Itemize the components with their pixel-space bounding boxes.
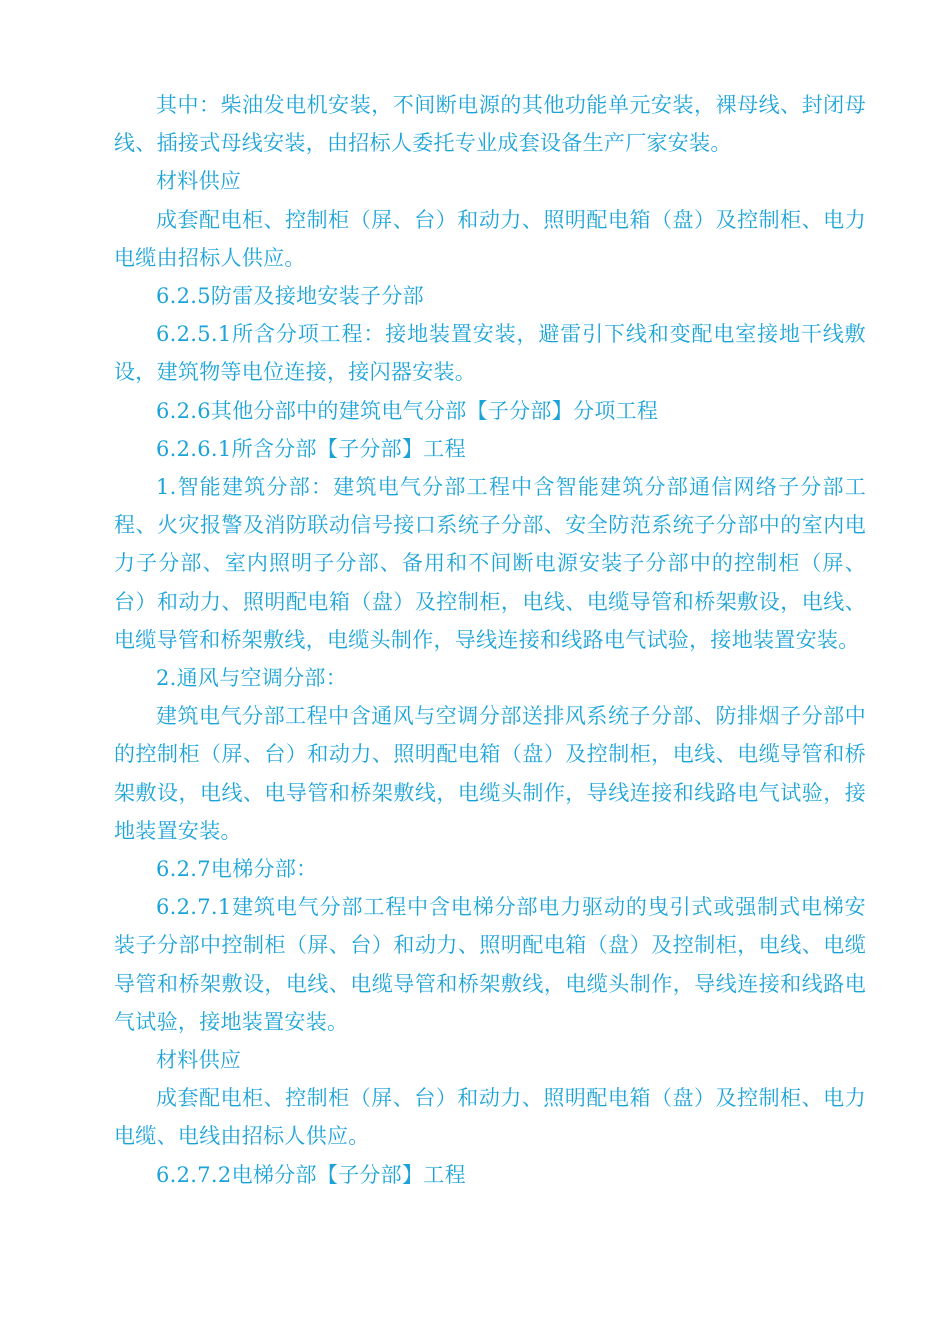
section-heading-6-2-7: 6.2.7电梯分部： (156, 857, 318, 882)
paragraph-6-2-5-1: 6.2.5.1所含分项工程：接地装置安装，避雷引下线和变配电室接地干线敷设，建筑物等电位连接，接闪器安装。 (114, 322, 866, 385)
document-body (114, 86, 866, 1194)
paragraph-material-supply-2: 成套配电柜、控制柜（屏、台）和动力、照明配电箱（盘）及控制柜、电力电缆、电线由招标人供应。 (114, 1086, 866, 1149)
paragraph-material-supply: 成套配电柜、控制柜（屏、台）和动力、照明配电箱（盘）及控制柜、电力电缆由招标人供应。 (114, 207, 866, 270)
section-heading-6-2-6-1: 6.2.6.1所含分部【子分部】工程 (156, 436, 466, 461)
section-heading-6-2-5: 6.2.5防雷及接地安装子分部 (156, 284, 424, 309)
paragraph-6-2-7-1: 6.2.7.1建筑电气分部工程中含电梯分部电力驱动的曳引式或强制式电梯安装子分部中控制柜（屏、台）和动力、照明配电箱（盘）及控制柜，电线、电缆导管和桥架敷设，电线、电缆导管和桥架敷线，电缆头制作，导线连接和线路电气试验，接地装置安装。 (114, 895, 866, 1034)
paragraph-intelligent-building: 1.智能建筑分部：建筑电气分部工程中含智能建筑分部通信网络子分部工程、火灾报警及消防联动信号接口系统子分部、安全防范系统子分部中的室内电力子分部、室内照明子分部、备用和不间断电源安装子分部中的控制柜（屏、台）和动力、照明配电箱（盘）及控制柜，电线、电缆导管和桥架敷设，电线、电缆导管和桥架敷线，电缆头制作，导线连接和线路电气试验，接地装置安装。 (114, 475, 866, 652)
section-heading-6-2-6: 6.2.6其他分部中的建筑电气分部【子分部】分项工程 (156, 398, 659, 423)
heading-material-supply: 材料供应 (156, 169, 242, 194)
section-heading-6-2-7-2: 6.2.7.2电梯分部【子分部】工程 (156, 1162, 466, 1187)
heading-hvac: 2.通风与空调分部： (156, 666, 348, 691)
heading-material-supply-2: 材料供应 (156, 1048, 242, 1073)
paragraph-hvac: 建筑电气分部工程中含通风与空调分部送排风系统子分部、防排烟子分部中的控制柜（屏、台）和动力、照明配电箱（盘）及控制柜，电线、电缆导管和桥架敷设，电线、电导管和桥架敷线，电缆头制作，导线连接和线路电气试验，接地装置安装。 (114, 704, 866, 843)
paragraph-installation-note: 其中：柴油发电机安装，不间断电源的其他功能单元安装，裸母线、封闭母线、插接式母线安装，由招标人委托专业成套设备生产厂家安装。 (114, 93, 866, 156)
